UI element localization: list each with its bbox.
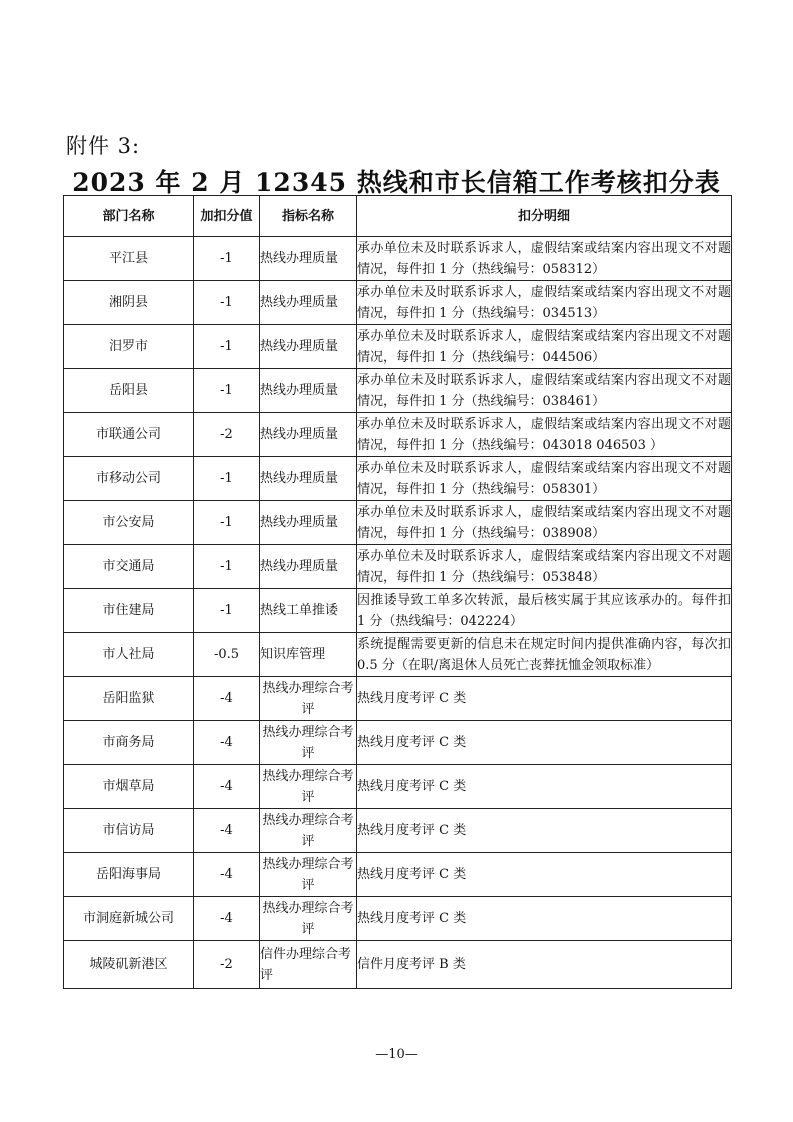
score-cell: -2	[194, 413, 260, 457]
dept-cell: 城陵矶新港区	[64, 941, 194, 989]
score-cell: -1	[194, 325, 260, 369]
indicator-cell: 热线办理质量	[260, 457, 357, 501]
dept-cell: 岳阳县	[64, 369, 194, 413]
column-header-detail: 扣分明细	[357, 196, 732, 237]
table-row	[64, 677, 732, 721]
score-cell: -4	[194, 765, 260, 809]
indicator-cell: 热线工单推诿	[260, 589, 357, 633]
score-cell: -2	[194, 941, 260, 989]
detail-cell: 承办单位未及时联系诉求人，虚假结案或结案内容出现文不对题情况，每件扣 1 分（热线编号：058301）	[357, 457, 732, 501]
indicator-cell: 热线办理质量	[260, 545, 357, 589]
dept-cell: 市人社局	[64, 633, 194, 677]
score-cell: -0.5	[194, 633, 260, 677]
score-cell: -4	[194, 721, 260, 765]
table-row	[64, 501, 732, 545]
indicator-cell: 热线办理综合考评	[260, 721, 357, 765]
detail-cell: 承办单位未及时联系诉求人，虚假结案或结案内容出现文不对题情况，每件扣 1 分（热线编号：038461）	[357, 369, 732, 413]
indicator-cell: 热线办理质量	[260, 237, 357, 281]
detail-cell: 承办单位未及时联系诉求人，虚假结案或结案内容出现文不对题情况，每件扣 1 分（热线编号：043018 046503 ）	[357, 413, 732, 457]
table-row	[64, 325, 732, 369]
table-row	[64, 413, 732, 457]
indicator-cell: 知识库管理	[260, 633, 357, 677]
detail-cell: 热线月度考评 C 类	[357, 853, 732, 897]
detail-cell: 承办单位未及时联系诉求人，虚假结案或结案内容出现文不对题情况，每件扣 1 分（热线编号：044506）	[357, 325, 732, 369]
indicator-cell: 信件办理综合考评	[260, 941, 357, 989]
page-number: —10—	[375, 1047, 418, 1062]
detail-cell: 热线月度考评 C 类	[357, 897, 732, 941]
indicator-cell: 热线办理质量	[260, 413, 357, 457]
table-row	[64, 237, 732, 281]
indicator-cell: 热线办理质量	[260, 369, 357, 413]
table-row	[64, 721, 732, 765]
detail-cell: 因推诿导致工单多次转派，最后核实属于其应该承办的。每件扣 1 分（热线编号：042224）	[357, 589, 732, 633]
indicator-cell: 热线办理质量	[260, 281, 357, 325]
table-row	[64, 545, 732, 589]
attachment-label: 附件 3:	[66, 134, 141, 158]
table-row	[64, 633, 732, 677]
dept-cell: 市洞庭新城公司	[64, 897, 194, 941]
table-row	[64, 809, 732, 853]
dept-cell: 市交通局	[64, 545, 194, 589]
detail-cell: 热线月度考评 C 类	[357, 765, 732, 809]
indicator-cell: 热线办理综合考评	[260, 677, 357, 721]
indicator-cell: 热线办理质量	[260, 325, 357, 369]
detail-cell: 信件月度考评 B 类	[357, 941, 732, 989]
column-header-score: 加扣分值	[194, 196, 260, 237]
detail-cell: 热线月度考评 C 类	[357, 721, 732, 765]
dept-cell: 市住建局	[64, 589, 194, 633]
detail-cell: 系统提醒需要更新的信息未在规定时间内提供准确内容，每次扣 0.5 分（在职/离退休人员死亡丧葬抚恤金领取标准）	[357, 633, 732, 677]
table-row	[64, 765, 732, 809]
detail-cell: 承办单位未及时联系诉求人，虚假结案或结案内容出现文不对题情况，每件扣 1 分（热线编号：058312）	[357, 237, 732, 281]
score-cell: -1	[194, 369, 260, 413]
indicator-cell: 热线办理综合考评	[260, 897, 357, 941]
table-row	[64, 457, 732, 501]
table-header-row	[64, 196, 732, 237]
indicator-cell: 热线办理综合考评	[260, 765, 357, 809]
score-cell: -4	[194, 677, 260, 721]
dept-cell: 平江县	[64, 237, 194, 281]
score-cell: -1	[194, 281, 260, 325]
deduction-table	[63, 195, 732, 989]
score-cell: -4	[194, 809, 260, 853]
dept-cell: 市烟草局	[64, 765, 194, 809]
column-header-indicator: 指标名称	[260, 196, 357, 237]
detail-cell: 热线月度考评 C 类	[357, 677, 732, 721]
table-row	[64, 941, 732, 989]
indicator-cell: 热线办理综合考评	[260, 809, 357, 853]
page-title: 2023 年 2 月 12345 热线和市长信箱工作考核扣分表	[72, 168, 721, 197]
detail-cell: 承办单位未及时联系诉求人，虚假结案或结案内容出现文不对题情况，每件扣 1 分（热线编号：034513）	[357, 281, 732, 325]
table-row	[64, 281, 732, 325]
detail-cell: 热线月度考评 C 类	[357, 809, 732, 853]
table-row	[64, 853, 732, 897]
dept-cell: 市商务局	[64, 721, 194, 765]
dept-cell: 市公安局	[64, 501, 194, 545]
table-row	[64, 589, 732, 633]
dept-cell: 岳阳监狱	[64, 677, 194, 721]
dept-cell: 岳阳海事局	[64, 853, 194, 897]
detail-cell: 承办单位未及时联系诉求人，虚假结案或结案内容出现文不对题情况，每件扣 1 分（热线编号：038908）	[357, 501, 732, 545]
score-cell: -1	[194, 237, 260, 281]
dept-cell: 市移动公司	[64, 457, 194, 501]
score-cell: -1	[194, 545, 260, 589]
dept-cell: 市信访局	[64, 809, 194, 853]
score-cell: -4	[194, 853, 260, 897]
table-row	[64, 369, 732, 413]
indicator-cell: 热线办理综合考评	[260, 853, 357, 897]
dept-cell: 市联通公司	[64, 413, 194, 457]
score-cell: -4	[194, 897, 260, 941]
table-row	[64, 897, 732, 941]
score-cell: -1	[194, 501, 260, 545]
score-cell: -1	[194, 589, 260, 633]
column-header-dept: 部门名称	[64, 196, 194, 237]
score-cell: -1	[194, 457, 260, 501]
indicator-cell: 热线办理质量	[260, 501, 357, 545]
dept-cell: 湘阴县	[64, 281, 194, 325]
detail-cell: 承办单位未及时联系诉求人，虚假结案或结案内容出现文不对题情况，每件扣 1 分（热线编号：053848）	[357, 545, 732, 589]
dept-cell: 汨罗市	[64, 325, 194, 369]
